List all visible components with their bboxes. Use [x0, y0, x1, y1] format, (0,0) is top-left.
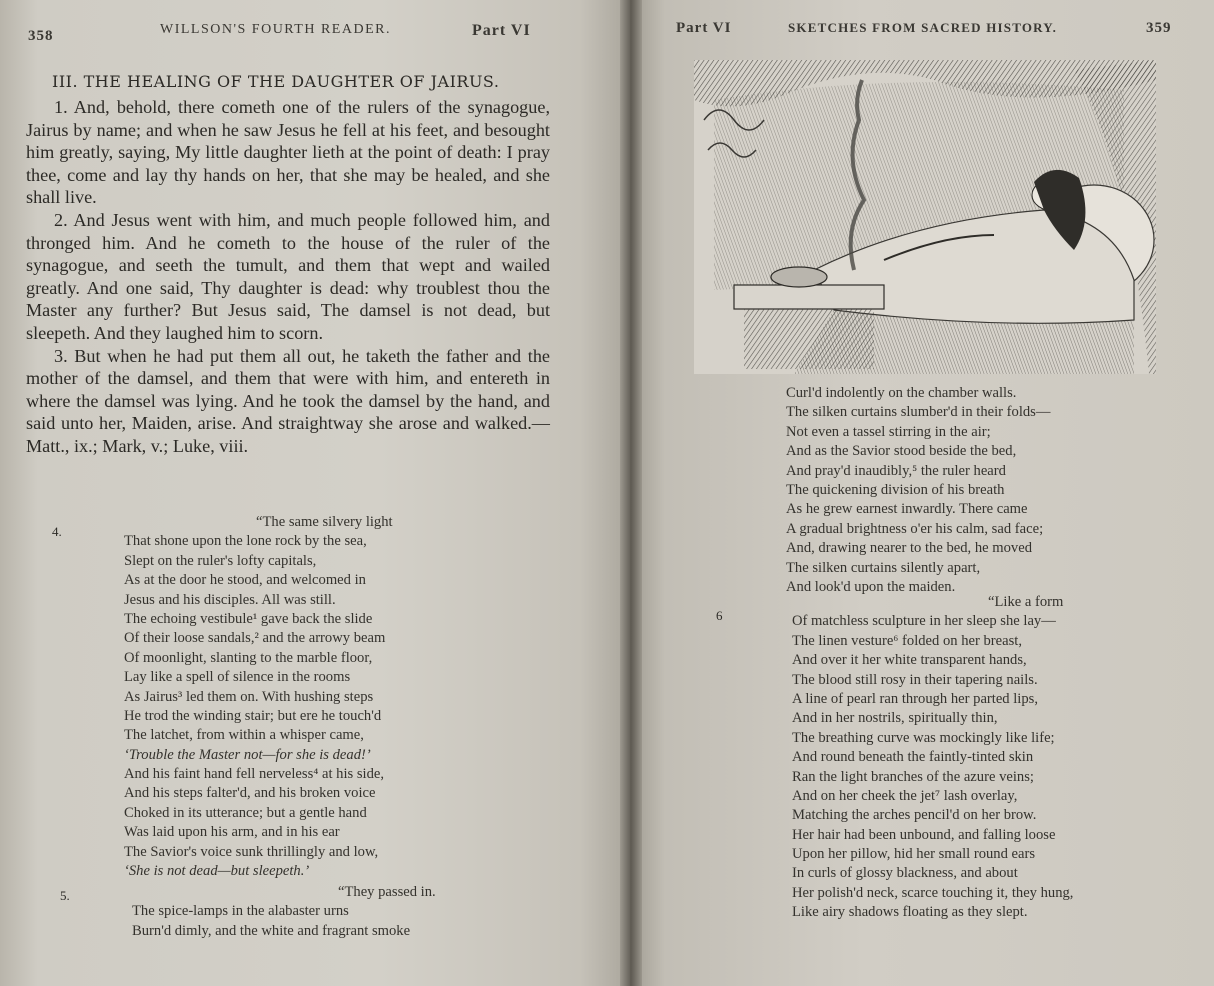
stanza-4-number: 4.	[52, 524, 62, 539]
verse-line: And pray'd inaudibly,⁵ the ruler heard	[786, 462, 1006, 479]
right-page-number: 359	[1146, 20, 1172, 36]
verse-line: Upon her pillow, hid her small round ears	[792, 846, 1036, 863]
verse-line: The silken curtains slumber'd in their folds—	[786, 404, 1051, 421]
verse-line: ‘She is not dead—but sleepeth.’	[124, 863, 310, 880]
verse-line: Curl'd indolently on the chamber walls.	[786, 385, 1017, 401]
left-part-label: Part VI	[472, 22, 531, 39]
stanza-5	[132, 883, 436, 941]
verse-line: Her polish'd neck, scarce touching it, they hung,	[792, 884, 1074, 901]
verse-line: The blood still rosy in their tapering nails.	[792, 671, 1038, 688]
verse-line: ‘Trouble the Master not—for she is dead!’	[124, 746, 371, 763]
section-title: III. THE HEALING OF THE DAUGHTER OF JAIRUS.	[52, 72, 500, 91]
verse-line: Choked in its utterance; but a gentle hand	[124, 804, 367, 821]
verse-line: The silken curtains silently apart,	[786, 559, 981, 576]
verse-line: “They passed in.	[338, 884, 436, 900]
verse-line: The echoing vestibule¹ gave back the slide	[124, 610, 373, 627]
verse-line: As he grew earnest inwardly. There came	[786, 501, 1028, 518]
left-page-number: 358	[28, 28, 54, 44]
left-running-head: WILLSON'S FOURTH READER.	[160, 22, 391, 37]
verse-line: A line of pearl ran through her parted lips,	[792, 690, 1038, 707]
verse-line: In curls of glossy blackness, and about	[792, 865, 1018, 882]
verse-line: A gradual brightness o'er his calm, sad face;	[786, 520, 1044, 537]
verse-line: And, drawing nearer to the bed, he moved	[786, 540, 1032, 557]
verse-line: Of moonlight, slanting to the marble floor,	[124, 649, 373, 666]
verse-line: And over it her white transparent hands,	[792, 652, 1027, 669]
verse-line: Of their loose sandals,² and the arrowy beam	[124, 630, 386, 647]
verse-line: The linen vesture⁶ folded on her breast,	[792, 632, 1022, 649]
engraving-illustration	[694, 60, 1156, 374]
verse-line: As at the door he stood, and welcomed in	[124, 572, 366, 589]
stanza-5-number: 5.	[60, 888, 70, 903]
verse-line: Of matchless sculpture in her sleep she lay—	[792, 613, 1056, 630]
verse-line: That shone upon the lone rock by the sea,	[124, 533, 367, 550]
verse-line: The spice-lamps in the alabaster urns	[132, 903, 349, 920]
stanza-6-number: 6	[716, 608, 723, 623]
continued-stanza	[786, 384, 1050, 597]
right-running-head: SKETCHES FROM SACRED HISTORY.	[788, 20, 1058, 35]
verse-line: Her hair had been unbound, and falling loose	[792, 826, 1056, 843]
paragraph-1: 1. And, behold, there cometh one of the rulers of the synagogue, Jairus by name; and when he saw Jesus he fell at his feet, and besought him greatly, saying, My little daughter lieth at the point of death: I pray thee, come and lay thy hands on her, that she may be healed, and she shall live.	[26, 97, 550, 208]
book-gutter	[620, 0, 642, 986]
verse-line: Matching the arches pencil'd on her brow.	[792, 807, 1037, 824]
scripture-passage	[26, 96, 550, 458]
verse-line: The quickening division of his breath	[786, 481, 1005, 498]
verse-line: And look'd upon the maiden.	[786, 578, 956, 595]
verse-line: And on her cheek the jet⁷ lash overlay,	[792, 787, 1018, 804]
stanza-4	[124, 513, 393, 881]
verse-line: The breathing curve was mockingly like life;	[792, 729, 1055, 746]
verse-line: And his steps falter'd, and his broken voice	[124, 785, 376, 802]
verse-line: Was laid upon his arm, and in his ear	[124, 824, 340, 841]
verse-line: Ran the light branches of the azure veins;	[792, 768, 1034, 785]
verse-line: Burn'd dimly, and the white and fragrant smoke	[132, 922, 411, 939]
verse-line: Like airy shadows floating as they slept.	[792, 904, 1028, 921]
verse-line: “The same silvery light	[256, 514, 393, 530]
verse-line: And his faint hand fell nerveless⁴ at his side,	[124, 766, 385, 783]
verse-line: He trod the winding stair; but ere he touch'd	[124, 707, 382, 724]
verse-line: Lay like a spell of silence in the rooms	[124, 669, 351, 686]
right-part-label: Part VI	[676, 20, 732, 36]
verse-line: Jesus and his disciples. All was still.	[124, 591, 336, 608]
paragraph-2: 2. And Jesus went with him, and much people followed him, and thronged him. And he cometh to the house of the ruler of the synagogue, and seeth the tumult, and them that wept and wailed greatly. And one said, Thy daughter is dead: why troublest thou the Master any further? But Jesus said, The damsel is not dead, but sleepeth. And they laughed him to scorn.	[26, 209, 550, 343]
verse-line: Slept on the ruler's lofty capitals,	[124, 552, 317, 569]
verse-line: And as the Savior stood beside the bed,	[786, 443, 1017, 460]
paragraph-3: 3. But when he had put them all out, he taketh the father and the mother of the damsel, and them that were with him, and entereth in where the damsel was lying. And he took the damsel by the hand, and said unto her, Maiden, arise. And straightway she arose and walked.—Matt., ix.; Mark, v.; Luke, viii.	[26, 345, 550, 456]
verse-line: And round beneath the faintly-tinted skin	[792, 749, 1034, 766]
verse-line: And in her nostrils, spiritually thin,	[792, 710, 998, 727]
verse-line: As Jairus³ led them on. With hushing steps	[124, 688, 374, 705]
verse-line: The Savior's voice sunk thrillingly and low,	[124, 843, 379, 860]
verse-line: Not even a tassel stirring in the air;	[786, 423, 991, 440]
verse-line: The latchet, from within a whisper came,	[124, 727, 364, 744]
stanza-6	[792, 593, 1073, 923]
verse-line: “Like a form	[988, 594, 1064, 610]
